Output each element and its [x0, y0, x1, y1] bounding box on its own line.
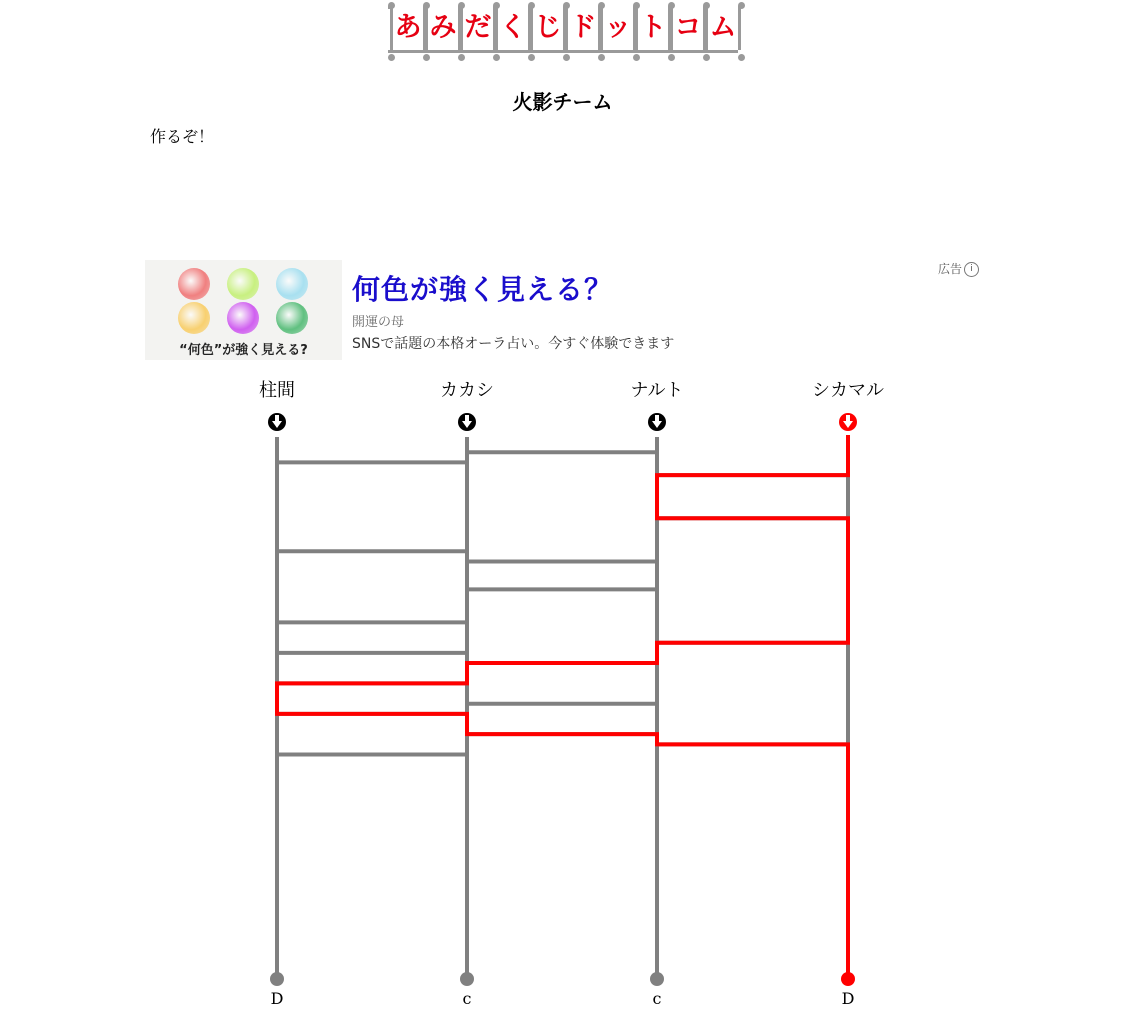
logo-letter-text: じ	[534, 12, 562, 43]
logo-letter-text: あ	[394, 12, 422, 43]
ad-label-text: 広告	[937, 262, 962, 276]
logo-letter-text: み	[429, 12, 457, 43]
logo-letter-text: ト	[639, 12, 667, 43]
result-label: D	[270, 989, 284, 1008]
player-name: ナルト	[630, 380, 684, 401]
result-label: c	[462, 989, 472, 1008]
logo-letter-text: だ	[464, 12, 492, 43]
ad-description: SNSで話題の本格オーラ占い。今すぐ体験できます	[352, 336, 675, 352]
end-dot	[841, 972, 855, 986]
logo-letter-text: ム	[709, 12, 737, 43]
logo-letter-text: ッ	[604, 12, 632, 43]
logo-letter-text: く	[499, 12, 527, 43]
ad-source: 開運の母	[352, 315, 405, 330]
end-dot	[270, 972, 284, 986]
info-icon[interactable]: i	[964, 262, 979, 277]
player-name: シカマル	[812, 380, 884, 401]
page-title: 火影チーム	[512, 90, 613, 114]
end-dot	[460, 972, 474, 986]
logo-letter-text: ド	[569, 12, 597, 43]
result-label: D	[841, 989, 855, 1008]
end-dot	[650, 972, 664, 986]
result-label: c	[652, 989, 662, 1008]
ad-image-caption: “何色”が強く見える?	[179, 343, 308, 358]
page-subtitle: 作るぞ！	[150, 127, 215, 146]
logo-letter-text: コ	[674, 12, 702, 43]
player-name: カカシ	[440, 380, 494, 401]
player-name: 柱間	[259, 380, 295, 401]
ad-headline[interactable]: 何色が強く見える？	[352, 273, 614, 306]
